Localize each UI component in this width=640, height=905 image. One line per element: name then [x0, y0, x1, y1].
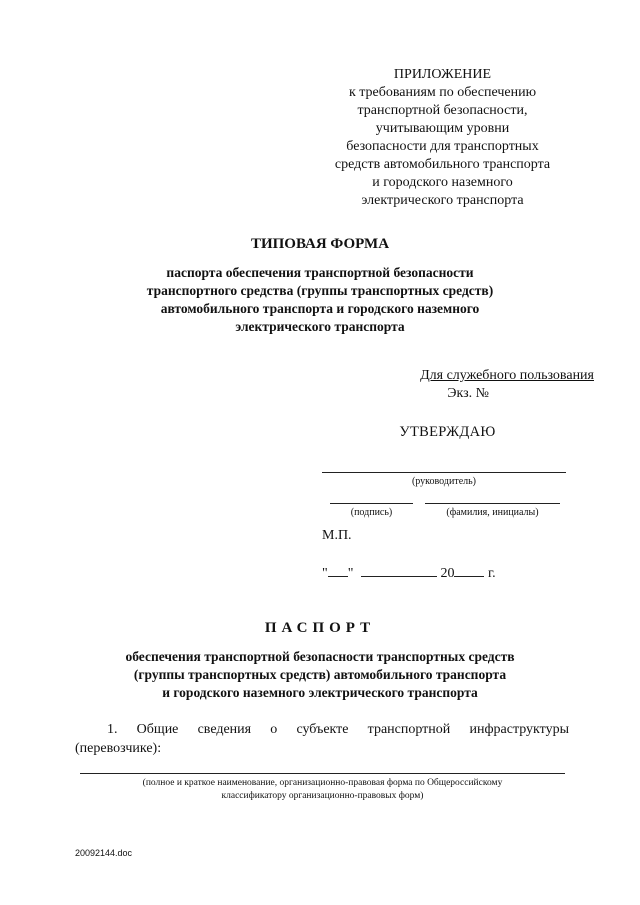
date-close-quote: " — [347, 566, 354, 581]
appendix-line: ПРИЛОЖЕНИЕ — [393, 67, 492, 82]
signature-line — [330, 503, 413, 504]
approval-date — [322, 564, 496, 582]
appendix-block — [300, 66, 585, 210]
subject-name-line — [80, 773, 565, 774]
caption-line: (полное и краткое наименование, организационно-правовая форма по Общероссийскому — [142, 778, 503, 788]
passport-subtitle — [60, 648, 580, 702]
passport-subtitle-line: и городского наземного электрического транспорта — [162, 685, 478, 700]
subject-name-caption — [80, 777, 565, 803]
year-blank — [454, 564, 484, 577]
head-signature-line — [322, 472, 566, 473]
date-year-prefix: 20 — [440, 566, 455, 581]
form-subtitle-line: паспорта обеспечения транспортной безопасности — [166, 265, 474, 280]
appendix-line: транспортной безопасности, — [357, 103, 528, 118]
copy-number-label: Экз. № — [447, 386, 489, 401]
month-blank — [361, 564, 437, 577]
passport-subtitle-line: обеспечения транспортной безопасности транспортных средств — [125, 649, 515, 664]
approval-heading: УТВЕРЖДАЮ — [399, 424, 496, 440]
head-caption: (руководитель) — [411, 476, 477, 487]
form-subtitle-line: автомобильного транспорта и городского наземного — [160, 301, 480, 316]
form-subtitle — [60, 264, 580, 336]
appendix-line: безопасности для транспортных — [346, 139, 539, 154]
appendix-line: электрического транспорта — [361, 193, 524, 208]
appendix-line: и городского наземного — [372, 175, 513, 190]
appendix-line: к требованиям по обеспечению — [348, 85, 537, 100]
signature-caption: (подпись) — [350, 507, 393, 518]
section-1-heading: 1. Общие сведения о субъекте транспортной инфраструктуры — [107, 722, 569, 737]
name-caption: (фамилия, инициалы) — [446, 507, 539, 518]
name-line — [425, 503, 560, 504]
form-subtitle-line: транспортного средства (группы транспортных средств) — [146, 283, 494, 298]
passport-title: ПАСПОРТ — [264, 620, 376, 636]
appendix-line: средств автомобильного транспорта — [334, 157, 551, 172]
seal-label: М.П. — [322, 528, 352, 543]
passport-subtitle-line: (группы транспортных средств) автомобильного транспорта — [133, 667, 507, 682]
section-1 — [75, 720, 569, 758]
appendix-line: учитывающим уровни — [375, 121, 510, 136]
date-open-quote: " — [322, 566, 328, 581]
form-subtitle-line: электрического транспорта — [235, 319, 405, 334]
caption-line: классификатору организационно-правовых форм) — [221, 791, 424, 801]
form-title: ТИПОВАЯ ФОРМА — [250, 236, 390, 252]
day-blank — [328, 564, 348, 577]
section-1-heading-cont: (перевозчике): — [75, 741, 162, 756]
date-year-suffix: г. — [487, 566, 496, 581]
for-official-use-label: Для служебного пользования — [420, 368, 594, 383]
file-reference: 20092144.doc — [75, 848, 133, 858]
